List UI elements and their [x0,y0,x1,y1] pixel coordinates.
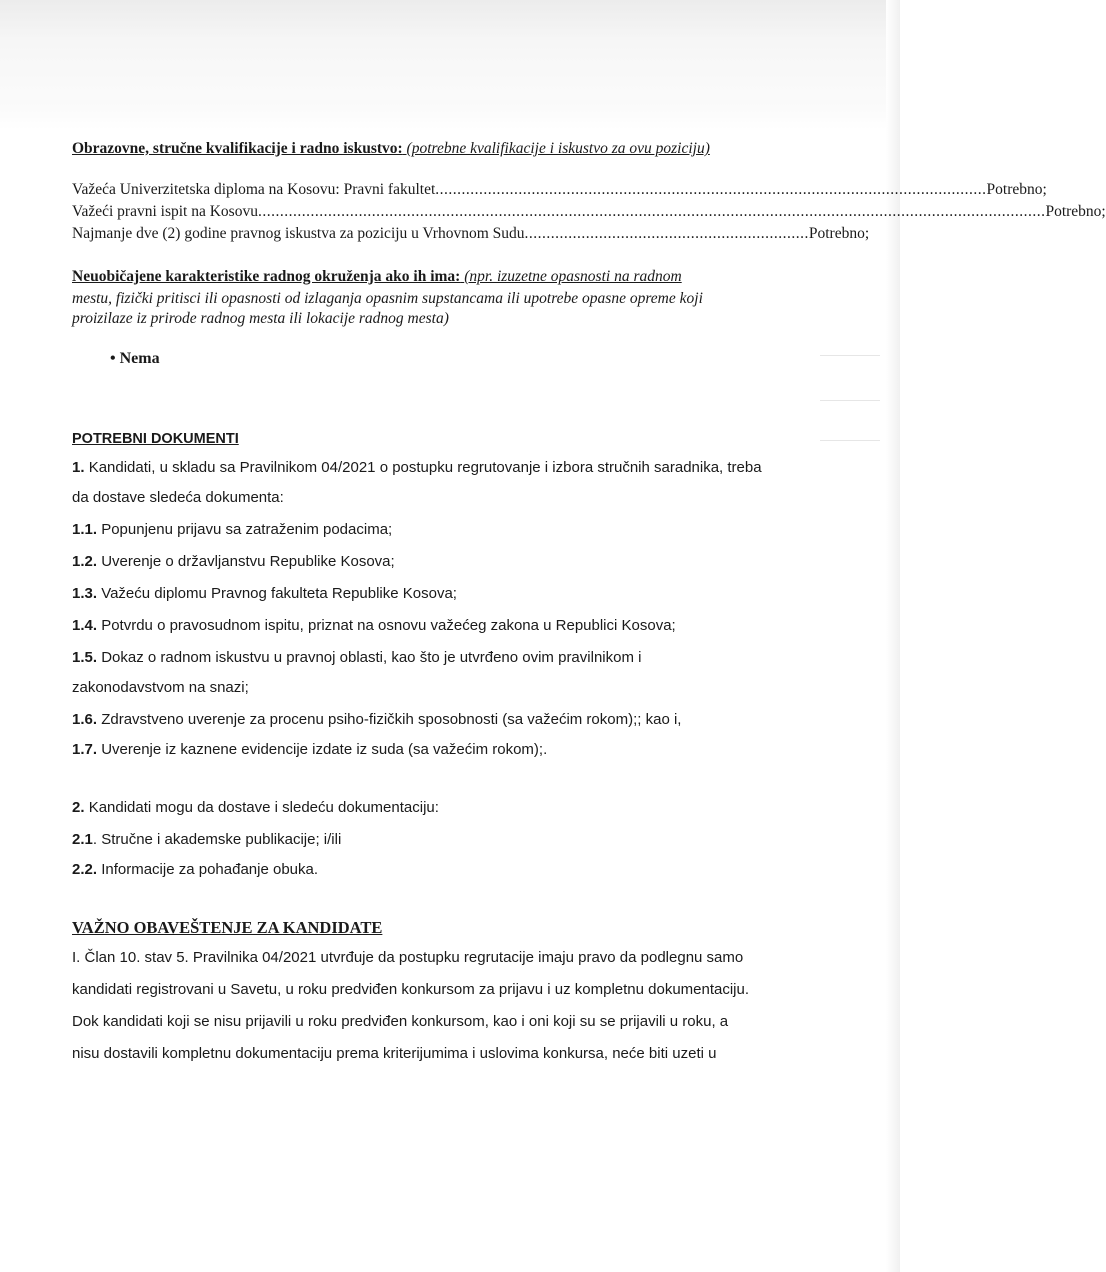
document-item: 1.7. Uverenje iz kaznene evidencije izdate iz suda (sa važećim rokom);. [72,741,548,758]
environment-heading: Neuobičajene karakteristike radnog okruženja ako ih ima: (npr. izuzetne opasnosti na radnom [72,268,682,285]
dot-leader: .................................................................................................................................................................................... [257,203,1046,220]
document-item-cont: zakonodavstvom na snazi; [72,679,249,696]
notice-heading: VAŽNO OBAVEŠTENJE ZA KANDIDATE [72,918,383,937]
requirement-text: Važeći pravni ispit na Kosovu [72,203,258,220]
requirement-status: Potrebno; [808,225,870,242]
document-item: 1.4. Potvrdu o pravosudnom ispitu, priznat na osnovu važećeg zakona u Republici Kosova; [72,617,676,634]
bleed-line [820,440,880,441]
dot-leader: .............................................................................................................................. [435,181,987,198]
document-item: 1.6. Zdravstveno uverenje za procenu psiho-fizičkih sposobnosti (sa važećim rokom);; kao i, [72,711,682,728]
environment-note: mestu, fizički pritisci ili opasnosti od izlaganja opasnim supstancama ili upotrebe opasne opreme koji [72,290,703,307]
bleed-line [820,400,880,401]
document-item: 1.2. Uverenje o državljanstvu Republike Kosova; [72,553,395,570]
notice-line: kandidati registrovani u Savetu, u roku predviđen konkursom za prijavu i uz kompletnu dokumentaciju. [72,981,750,998]
document-item: 1.3. Važeću diplomu Pravnog fakulteta Republike Kosova; [72,585,457,602]
optional-item: 2.1. Stručne i akademske publikacije; i/ili [72,831,342,848]
requirement-row [72,202,1106,222]
bullet-text: Nema [119,350,160,367]
notice-line: Dok kandidati koji se nisu prijavili u roku predviđen konkursom, kao i oni koji su se prijavili u roku, a [72,1013,729,1030]
requirement-row [72,180,1047,200]
optional-intro: 2. Kandidati mogu da dostave i sledeću dokumentaciju: [72,799,439,816]
dot-leader: ................................................................. [524,225,809,242]
bullet-dot: • [110,350,116,367]
requirement-text: Najmanje dve (2) godine pravnog iskustva za poziciju u Vrhovnom Sudu [72,225,525,242]
document-item: 1.5. Dokaz o radnom iskustvu u pravnoj oblasti, kao što je utvrđeno ovim pravilnikom i [72,649,642,666]
requirement-status: Potrebno; [1045,203,1106,220]
document-item: 1.1. Popunjenu prijavu sa zatraženim podacima; [72,521,393,538]
environment-note: proizilaze iz prirode radnog mesta ili lokacije radnog mesta) [72,310,449,327]
bleed-line [820,355,880,356]
documents-intro-cont: da dostave sledeća dokumenta: [72,489,284,506]
requirement-status: Potrebno; [986,181,1047,198]
requirement-text: Važeća Univerzitetska diploma na Kosovu: Pravni fakultet [72,181,436,198]
notice-line: I. Član 10. stav 5. Pravilnika 04/2021 utvrđuje da postupku regrutacije imaju pravo da podlegnu samo [72,949,744,966]
notice-line: nisu dostavili kompletnu dokumentaciju prema kriterijumima i uslovima konkursa, neće biti uzeti u [72,1045,717,1062]
requirement-row [72,224,870,244]
documents-intro: 1. Kandidati, u skladu sa Pravilnikom 04/2021 o postupku regrutovanje i izbora stručnih saradnika, treba [72,459,762,476]
documents-heading: POTREBNI DOKUMENTI [72,431,239,447]
qualifications-heading: Obrazovne, stručne kvalifikacije i radno iskustvo: (potrebne kvalifikacije i iskustvo za ovu poziciju) [72,140,710,157]
bullet-item [110,350,160,368]
optional-item: 2.2. Informacije za pohađanje obuka. [72,861,319,878]
